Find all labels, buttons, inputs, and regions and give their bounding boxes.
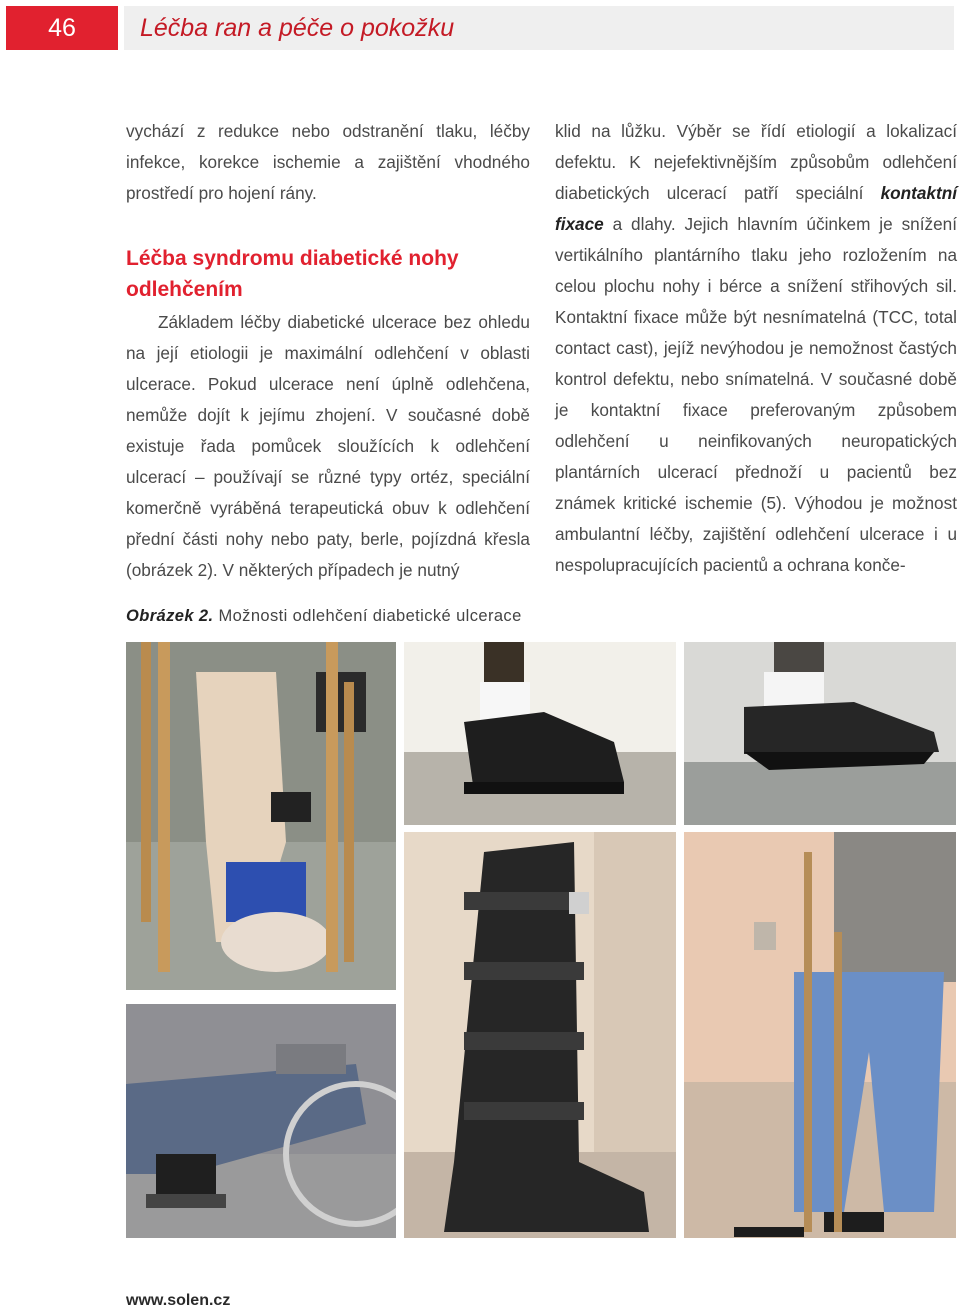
photo-heel-offloading-shoe: [684, 642, 956, 825]
right-text-1: klid na lůžku. Výběr se řídí etiologií a lokalizací defektu. K nejefektivnějším způsobům odlehčení diabetických ulcerací patří speciální: [555, 121, 957, 203]
figure-caption: [126, 607, 522, 626]
photo-wheelchair: [126, 1004, 396, 1238]
figure-caption-text: Možnosti odlehčení diabetické ulcerace: [213, 607, 522, 625]
emphasized-term: kontaktní fixace: [555, 183, 957, 234]
footer-url: www.solen.cz: [126, 1292, 231, 1309]
page-number: 46: [6, 6, 118, 50]
figure-label: Obrázek 2.: [126, 607, 214, 625]
header-bar: [124, 6, 954, 50]
left-column: [126, 116, 530, 586]
running-title: Léčba ran a péče o pokožku: [140, 13, 455, 42]
photo-walker-boot: [404, 832, 676, 1238]
photo-offloading-shoe-carpet: [404, 642, 676, 825]
right-text-2: a dlahy. Jejich hlavním účinkem je snížení vertikálního plantárního tlaku jeho rozložením na celou plochu nohy i bérce a snížení střihových sil. Kontaktní fixace může být nesnímatelná (TCC, total contact cast), jejíž nevýhodou je nemožnost častých kontrol defektu, nebo snímatelná. V současné době je kontaktní fixace preferovaným způsobem odlehčení u neinfikovaných neuropatických plantárních ulcerací přednoží u pacientů bez známek kritické ischemie (5). Výhodou je možnost ambulantní léčby, zajištění odlehčení ulcerace i u nespolupracujících pacientů a ochrana konče-: [555, 214, 957, 575]
photo-crutches-bandaged-foot: [126, 642, 396, 990]
page-header: [0, 0, 960, 56]
right-paragraph: [555, 116, 957, 581]
body-paragraph: Základem léčby diabetické ulcerace bez ohledu na její etiologii je maximální odlehčení v oblasti ulcerace. Pokud ulcerace není úplně odlehčena, nemůže dojít k jejímu zhojení. V současné době existuje řada pomůcek sloužících k odlehčení ulcerací – používají se různé typy ortéz, speciální komerčně vyráběná terapeutická obuv k odlehčení přední části nohy nebo paty, berle, pojízdná křesla (obrázek 2). V některých případech je nutný: [126, 312, 530, 580]
intro-paragraph: vychází z redukce nebo odstranění tlaku, léčby infekce, korekce ischemie a zajištění vhodného prostředí pro hojení rány.: [126, 121, 530, 203]
photo-man-with-crutch: [684, 832, 956, 1238]
section-heading: Léčba syndromu diabetické nohy odlehčením: [126, 247, 459, 301]
right-column: [555, 116, 957, 581]
